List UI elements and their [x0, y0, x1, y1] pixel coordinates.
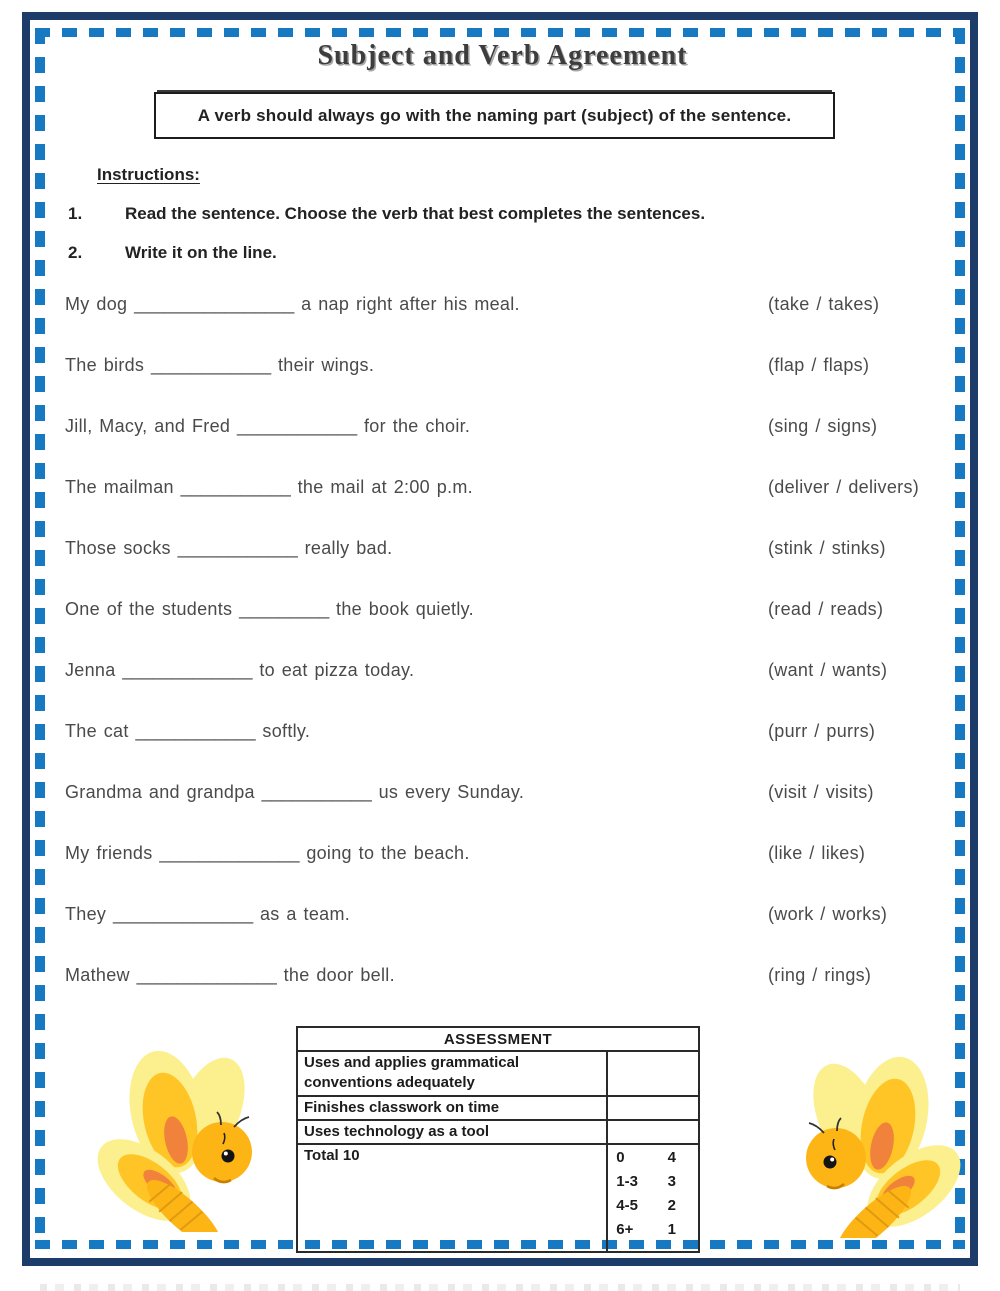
- sentence-pre: My friends: [65, 843, 153, 863]
- verb-options: (flap / flaps): [768, 355, 870, 375]
- assessment-criterion: Uses technology as a tool: [297, 1120, 607, 1144]
- answer-blank[interactable]: ____________: [237, 416, 358, 436]
- assessment-total-label: Total 10: [297, 1144, 607, 1252]
- scale-range: 4-5: [616, 1197, 638, 1214]
- answer-blank[interactable]: _________: [239, 599, 330, 619]
- assessment-criterion: Finishes classwork on time: [297, 1096, 607, 1120]
- scale-range: 1-3: [616, 1173, 638, 1190]
- sentence: [65, 294, 768, 318]
- worksheet-row: [65, 965, 940, 989]
- sentence-pre: One of the students: [65, 599, 233, 619]
- worksheet-row: [65, 721, 940, 745]
- scale-score: 4: [667, 1149, 676, 1166]
- sentence-pre: My dog: [65, 294, 128, 314]
- answer-blank[interactable]: ___________: [261, 782, 372, 802]
- sentence-pre: Those socks: [65, 538, 171, 558]
- verb-options: (work / works): [768, 904, 888, 924]
- scale-score: 2: [667, 1197, 676, 1214]
- assessment-header: ASSESSMENT: [297, 1027, 699, 1051]
- sentence: [65, 965, 768, 989]
- sentence-post: the door bell.: [283, 965, 395, 985]
- rule-text: A verb should always go with the naming part (subject) of the sentence.: [197, 105, 792, 125]
- instructions-section: [65, 165, 940, 263]
- sentence-post: us every Sunday.: [378, 782, 525, 802]
- butterfly-icon: [72, 1032, 272, 1232]
- answer-blank[interactable]: ___________: [180, 477, 291, 497]
- sentence: [65, 355, 768, 379]
- scale-range: 6+: [616, 1221, 634, 1238]
- verb-options: (want / wants): [768, 660, 888, 680]
- worksheet-row: [65, 599, 940, 623]
- verb-options: (deliver / delivers): [768, 477, 920, 497]
- scale-score: 1: [667, 1221, 676, 1238]
- scale-score: 3: [667, 1173, 676, 1190]
- answer-blank[interactable]: ____________: [135, 721, 256, 741]
- worksheet-row: [65, 782, 940, 806]
- sentence-pre: They: [65, 904, 107, 924]
- sentence-post: a nap right after his meal.: [301, 294, 520, 314]
- instructions-heading: Instructions:: [97, 165, 200, 184]
- verb-options: (purr / purrs): [768, 721, 876, 741]
- rule-box: [154, 92, 835, 139]
- verb-options: (sing / signs): [768, 416, 878, 436]
- butterfly-icon: [786, 1038, 986, 1238]
- answer-blank[interactable]: ______________: [136, 965, 277, 985]
- assessment-criterion: Uses and applies grammatical conventions adequately: [297, 1051, 607, 1096]
- worksheet-row: [65, 538, 940, 562]
- verb-options: (stink / stinks): [768, 538, 886, 558]
- sentence-post: really bad.: [304, 538, 393, 558]
- answer-blank[interactable]: _____________: [122, 660, 253, 680]
- assessment-table: [296, 1026, 700, 1253]
- score-blank-cell[interactable]: [607, 1051, 699, 1096]
- verb-options: (read / reads): [768, 599, 884, 619]
- verb-options: (take / takes): [768, 294, 880, 314]
- score-scale-cell: [607, 1144, 699, 1252]
- sentence: [65, 538, 768, 562]
- worksheet-row: [65, 843, 940, 867]
- sentence-list: [65, 294, 940, 989]
- scale-row: [614, 1146, 692, 1170]
- cutoff-text-strip: [40, 1284, 960, 1291]
- sentence-post: going to the beach.: [306, 843, 470, 863]
- answer-blank[interactable]: ______________: [113, 904, 254, 924]
- sentence-pre: The cat: [65, 721, 129, 741]
- instruction-text: Read the sentence. Choose the verb that best completes the sentences.: [125, 204, 706, 223]
- sentence-post: for the choir.: [363, 416, 471, 436]
- sentence: [65, 477, 768, 501]
- page-title: Subject and Verb Agreement: [317, 40, 688, 71]
- scale-row: [614, 1170, 692, 1194]
- butterfly-image-right: [786, 1038, 986, 1238]
- score-blank-cell[interactable]: [607, 1120, 699, 1144]
- answer-blank[interactable]: ______________: [159, 843, 300, 863]
- sentence-post: softly.: [262, 721, 311, 741]
- sentence: [65, 660, 768, 684]
- sentence-post: to eat pizza today.: [259, 660, 415, 680]
- sentence: [65, 904, 768, 928]
- sentence-post: the mail at 2:00 p.m.: [297, 477, 473, 497]
- sentence-post: the book quietly.: [336, 599, 474, 619]
- sentence: [65, 599, 768, 623]
- sentence-pre: Grandma and grandpa: [65, 782, 255, 802]
- sentence-pre: Mathew: [65, 965, 130, 985]
- scale-row: [614, 1194, 692, 1218]
- worksheet-row: [65, 355, 940, 379]
- sentence: [65, 782, 768, 806]
- verb-options: (like / likes): [768, 843, 866, 863]
- sentence: [65, 416, 768, 440]
- sentence-pre: The mailman: [65, 477, 174, 497]
- instruction-number: 1.: [68, 204, 83, 223]
- sentence: [65, 721, 768, 745]
- answer-blank[interactable]: ________________: [134, 294, 295, 314]
- instruction-text: Write it on the line.: [125, 243, 277, 262]
- sentence: [65, 843, 768, 867]
- answer-blank[interactable]: ____________: [177, 538, 298, 558]
- verb-options: (visit / visits): [768, 782, 874, 802]
- verb-options: (ring / rings): [768, 965, 872, 985]
- butterfly-image-left: [72, 1032, 272, 1232]
- worksheet-row: [65, 477, 940, 501]
- sentence-post: as a team.: [260, 904, 351, 924]
- sentence-pre: Jenna: [65, 660, 116, 680]
- instruction-number: 2.: [68, 243, 83, 262]
- scale-range: 0: [616, 1149, 625, 1166]
- worksheet-row: [65, 660, 940, 684]
- instruction-item: [65, 243, 940, 263]
- instruction-item: [65, 204, 940, 224]
- answer-blank[interactable]: ____________: [151, 355, 272, 375]
- sentence-pre: The birds: [65, 355, 145, 375]
- worksheet-row: [65, 294, 940, 318]
- score-blank-cell[interactable]: [607, 1096, 699, 1120]
- worksheet-row: [65, 416, 940, 440]
- sentence-pre: Jill, Macy, and Fred: [65, 416, 231, 436]
- scale-row: [614, 1218, 692, 1242]
- sentence-post: their wings.: [278, 355, 375, 375]
- worksheet-row: [65, 904, 940, 928]
